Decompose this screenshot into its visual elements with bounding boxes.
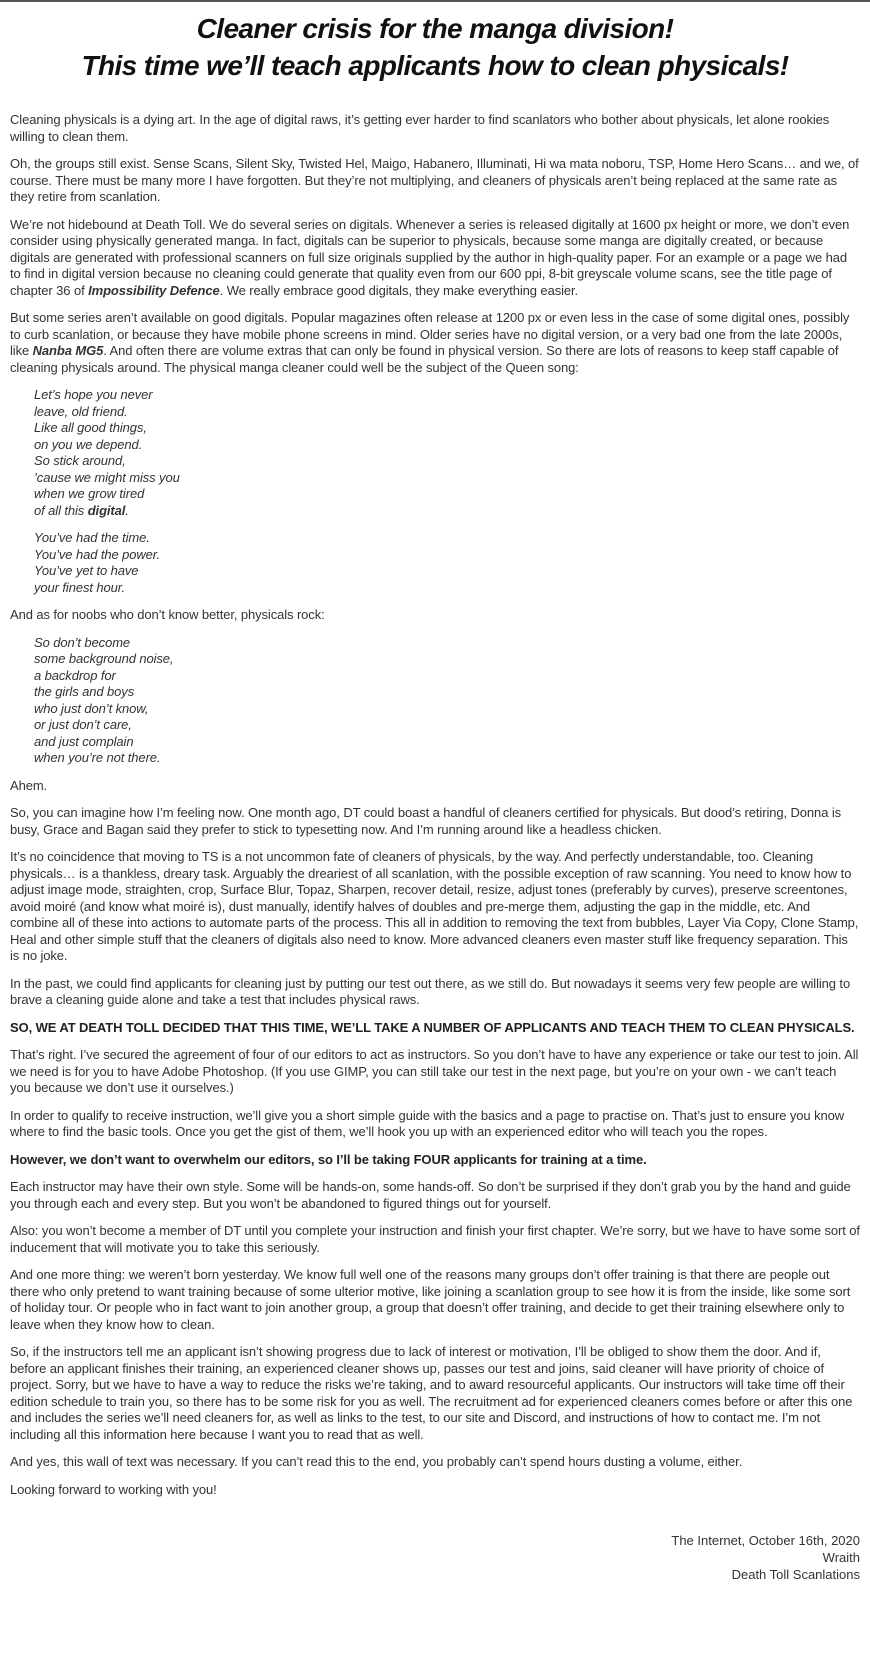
text-segment: Each instructor may have their own style. Some will be hands-on, some hands-off. So don’t be surprised if they don’t grab you by the hand and guide you through each and every step. But you won’t be abandoned to figured things out for yourself. bbox=[10, 1179, 851, 1211]
text-segment: SO, WE AT DEATH TOLL DECIDED THAT THIS TIME, WE’LL TAKE A NUMBER OF APPLICANTS AND TEACH THEM TO CLEAN PHYSICALS. bbox=[10, 1019, 855, 1035]
text-segment: So stick around, bbox=[34, 453, 126, 468]
text-segment: You’ve had the time. bbox=[34, 530, 150, 545]
poem-line bbox=[34, 486, 860, 503]
text-segment: That’s right. I’ve secured the agreement of four of our editors to act as instructors. So you don’t have to have any experience or take our test to join. All we need is for you to have Adobe Photoshop. (If you use GIMP, you can still take our test in the next page, but you’re on your own - we can’t teach you because we don’t use it ourselves.) bbox=[10, 1047, 859, 1095]
signature-line-group: Death Toll Scanlations bbox=[731, 1567, 860, 1582]
poem-line bbox=[34, 453, 860, 470]
text-segment: And as for noobs who don’t know better, physicals rock: bbox=[10, 607, 325, 622]
signature-line-date: The Internet, October 16th, 2020 bbox=[671, 1533, 860, 1548]
paragraph-16 bbox=[10, 1152, 860, 1169]
text-segment: on you we depend. bbox=[34, 436, 143, 452]
paragraph-19 bbox=[10, 1267, 860, 1333]
text-segment: the girls and boys bbox=[34, 684, 135, 699]
poem-line bbox=[34, 563, 860, 580]
poem-line bbox=[34, 635, 860, 652]
paragraph-13 bbox=[10, 1020, 860, 1037]
poem-stanza-5 bbox=[34, 387, 860, 519]
paragraph-2 bbox=[10, 156, 860, 206]
text-segment: Also: you won’t become a member of DT until you complete your instruction and finish your first chapter. We’re sorry, but we have to have some sort of inducement that will motivate you to take this seriously. bbox=[10, 1223, 860, 1255]
poem-line bbox=[34, 580, 860, 597]
paragraph-9 bbox=[10, 778, 860, 795]
page-title bbox=[10, 10, 860, 84]
poem-line bbox=[34, 717, 860, 734]
poem-line bbox=[34, 420, 860, 437]
text-segment: a backdrop for bbox=[34, 667, 116, 683]
text-segment: or just don’t care, bbox=[34, 717, 132, 732]
text-segment: It’s no coincidence that moving to TS is a not uncommon fate of cleaners of physicals, by the way. And perfectly understandable, too. Cleaning physicals… is a thankless, dreary task. Arguably the dreariest of all scanlation, with the possible exception of raw scanning. You need to know how to adjust image mode, straighten, crop, Surface Blur, Topaz, Sharpen, recover detail, resize, adjust tones (preferably by curves), preserve screentones, avoid moiré (and know what moiré is), dust manually, identify halves of doubles and pre-merge them, adjusting the gap in the middle, etc. And combine all of these into actions to automate parts of the process. This all in addition to removing the text from bubbles, Layer Via Copy, Clone Stamp, Heal and other simple stuff that the cleaners of digitals also need to know. More advanced cleaners even master stuff like frequency separation. This is no joke. bbox=[10, 849, 859, 963]
poem-line bbox=[34, 684, 860, 701]
text-segment: . And often there are volume extras that can only be found in physical version. So there are lots of reasons to keep staff capable of cleaning physicals around. The physical manga cleaner could well be the subject of the Queen song: bbox=[10, 343, 839, 375]
poem-line bbox=[34, 387, 860, 404]
text-segment: In order to qualify to receive instruction, we’ll give you a short simple guide with the basics and a page to practise on. That’s just to ensure you know where to find the basic tools. Once you get the gist of them, we’ll hook you up with an experienced editor who will teach you the ropes. bbox=[10, 1107, 845, 1139]
text-segment: We’re not hidebound at Death Toll. We do several series on digitals. Whenever a series is released digitally at 1600 px height or more, we don’t even consider using physically generated manga. In fact, digitals can be superior to physicals, because some manga are digitally created, or because digitals are generated with professional scanners on full size originals supplied by the author in high-quality paper. For an example or a page we had to find in digital version because no cleaning could generate that quality even from our 600 ppi, 8-bit greyscale volume scans, see the title page of chapter 36 of bbox=[10, 216, 850, 298]
title-line-2: This time we’ll teach applicants how to clean physicals! bbox=[81, 50, 789, 81]
signature bbox=[10, 1532, 860, 1583]
paragraph-4 bbox=[10, 310, 860, 376]
poem-line bbox=[34, 701, 860, 718]
poem-line bbox=[34, 668, 860, 685]
text-segment: who just don’t know, bbox=[34, 700, 149, 716]
paragraph-7 bbox=[10, 607, 860, 624]
paragraph-15 bbox=[10, 1108, 860, 1141]
paragraph-17 bbox=[10, 1179, 860, 1212]
text-segment: Looking forward to working with you! bbox=[10, 1481, 217, 1497]
text-segment: leave, old friend. bbox=[34, 403, 128, 419]
text-segment: So, you can imagine how I’m feeling now. One month ago, DT could boast a handful of cleaners certified for physicals. But dood’s retiring, Donna is busy, Grace and Bagan said they prefer to stick to typesetting now. And I’m running around like a headless chicken. bbox=[10, 805, 842, 837]
text-segment: In the past, we could find applicants for cleaning just by putting our test out there, as we still do. But nowadays it seems very few people are willing to brave a cleaning guide alone and take a test that includes physical raws. bbox=[10, 975, 851, 1007]
poem-stanza-6 bbox=[34, 530, 860, 596]
text-segment: when we grow tired bbox=[34, 486, 145, 501]
poem-line bbox=[34, 750, 860, 767]
text-segment: some background noise, bbox=[34, 651, 174, 666]
text-segment: You’ve yet to have bbox=[34, 563, 139, 578]
text-segment: Ahem. bbox=[10, 777, 48, 793]
text-segment: Let’s hope you never bbox=[34, 387, 153, 402]
text-segment: Like all good things, bbox=[34, 420, 147, 435]
paragraph-3 bbox=[10, 217, 860, 300]
emphasized-text: Nanba MG5 bbox=[32, 343, 104, 358]
paragraph-22 bbox=[10, 1482, 860, 1499]
text-segment: So don’t become bbox=[34, 634, 131, 650]
poem-line bbox=[34, 404, 860, 421]
text-segment: . bbox=[125, 502, 129, 518]
text-segment: your finest hour. bbox=[34, 579, 126, 595]
paragraph-11 bbox=[10, 849, 860, 965]
paragraph-21 bbox=[10, 1454, 860, 1471]
text-segment: when you’re not there. bbox=[34, 750, 161, 765]
poem-line bbox=[34, 437, 860, 454]
paragraph-18 bbox=[10, 1223, 860, 1256]
text-segment: And yes, this wall of text was necessary. If you can’t read this to the end, you probably can’t spend hours dusting a volume, either. bbox=[10, 1454, 743, 1469]
text-segment: ’cause we might miss you bbox=[34, 469, 180, 485]
text-segment: . We really embrace good digitals, they make everything easier. bbox=[219, 282, 579, 298]
text-segment: So, if the instructors tell me an applicant isn’t showing progress due to lack of interest or motivation, I’ll be obliged to show them the door. And if, before an applicant finishes their training, an experienced cleaner shows up, passes our test and joins, said cleaner will have priority of choice of project. Sorry, but we have to have a way to reduce the risks we’re taking, and to award resourceful applicants. Our instructors will take time off their edition schedule to train you, so there has to be some risk for you as well. The recruitment ad for experienced cleaners comes before or after this one and includes the series we’ll need cleaners for, as well as links to the test, to our site and Discord, and instructions of how to contact me. I’m not including all this information here because I want you to read that as well. bbox=[10, 1344, 853, 1442]
emphasized-text: digital bbox=[87, 502, 126, 518]
text-segment: But some series aren’t available on good digitals. Popular magazines often release at 1200 px or even less in the case of some digital ones, possibly to curb scanlation, or because they have mobile phone screens in mind. Older series have no digital version, or a very bad one from the late 2000s, like bbox=[10, 310, 850, 358]
text-segment: and just complain bbox=[34, 733, 134, 749]
text-segment: You’ve had the power. bbox=[34, 546, 161, 562]
document-body bbox=[10, 112, 860, 1498]
text-segment: However, we don’t want to overwhelm our editors, so I’ll be taking FOUR applicants for training at a time. bbox=[10, 1151, 647, 1167]
poem-line bbox=[34, 734, 860, 751]
paragraph-10 bbox=[10, 805, 860, 838]
text-segment: Oh, the groups still exist. Sense Scans, Silent Sky, Twisted Hel, Maigo, Habanero, Illuminati, Hi wa mata noboru, TSP, Home Hero Scans… and we, of course. There must be many more I have forgotten. But they’re not multiplying, and cleaners of physicals aren’t being replaced at the same rate as they retire from scanlation. bbox=[10, 156, 859, 204]
title-line-1: Cleaner crisis for the manga division! bbox=[196, 13, 674, 44]
poem-line bbox=[34, 547, 860, 564]
text-segment: Cleaning physicals is a dying art. In the age of digital raws, it’s getting ever harder to find scanlators who bother about physicals, let alone rookies willing to clean them. bbox=[10, 112, 830, 144]
text-segment: And one more thing: we weren’t born yesterday. We know full well one of the reasons many groups don’t offer training is that there are people out there who only pretend to want training because of some ulterior motive, like joining a scanlation group to see how it is from the inside, like some sort of holiday tour. Or people who in fact want to join another group, a group that doesn’t offer training, and decide to get their training elsewhere only to leave when they know how to clean. bbox=[10, 1267, 851, 1332]
poem-line bbox=[34, 503, 860, 520]
paragraph-1 bbox=[10, 112, 860, 145]
signature-line-author: Wraith bbox=[822, 1550, 860, 1565]
paragraph-14 bbox=[10, 1047, 860, 1097]
poem-line bbox=[34, 530, 860, 547]
poem-stanza-8 bbox=[34, 635, 860, 767]
poem-line bbox=[34, 651, 860, 668]
text-segment: of all this bbox=[34, 502, 88, 518]
poem-line bbox=[34, 470, 860, 487]
paragraph-12 bbox=[10, 976, 860, 1009]
paragraph-20 bbox=[10, 1344, 860, 1443]
emphasized-text: Impossibility Defence bbox=[88, 282, 220, 298]
